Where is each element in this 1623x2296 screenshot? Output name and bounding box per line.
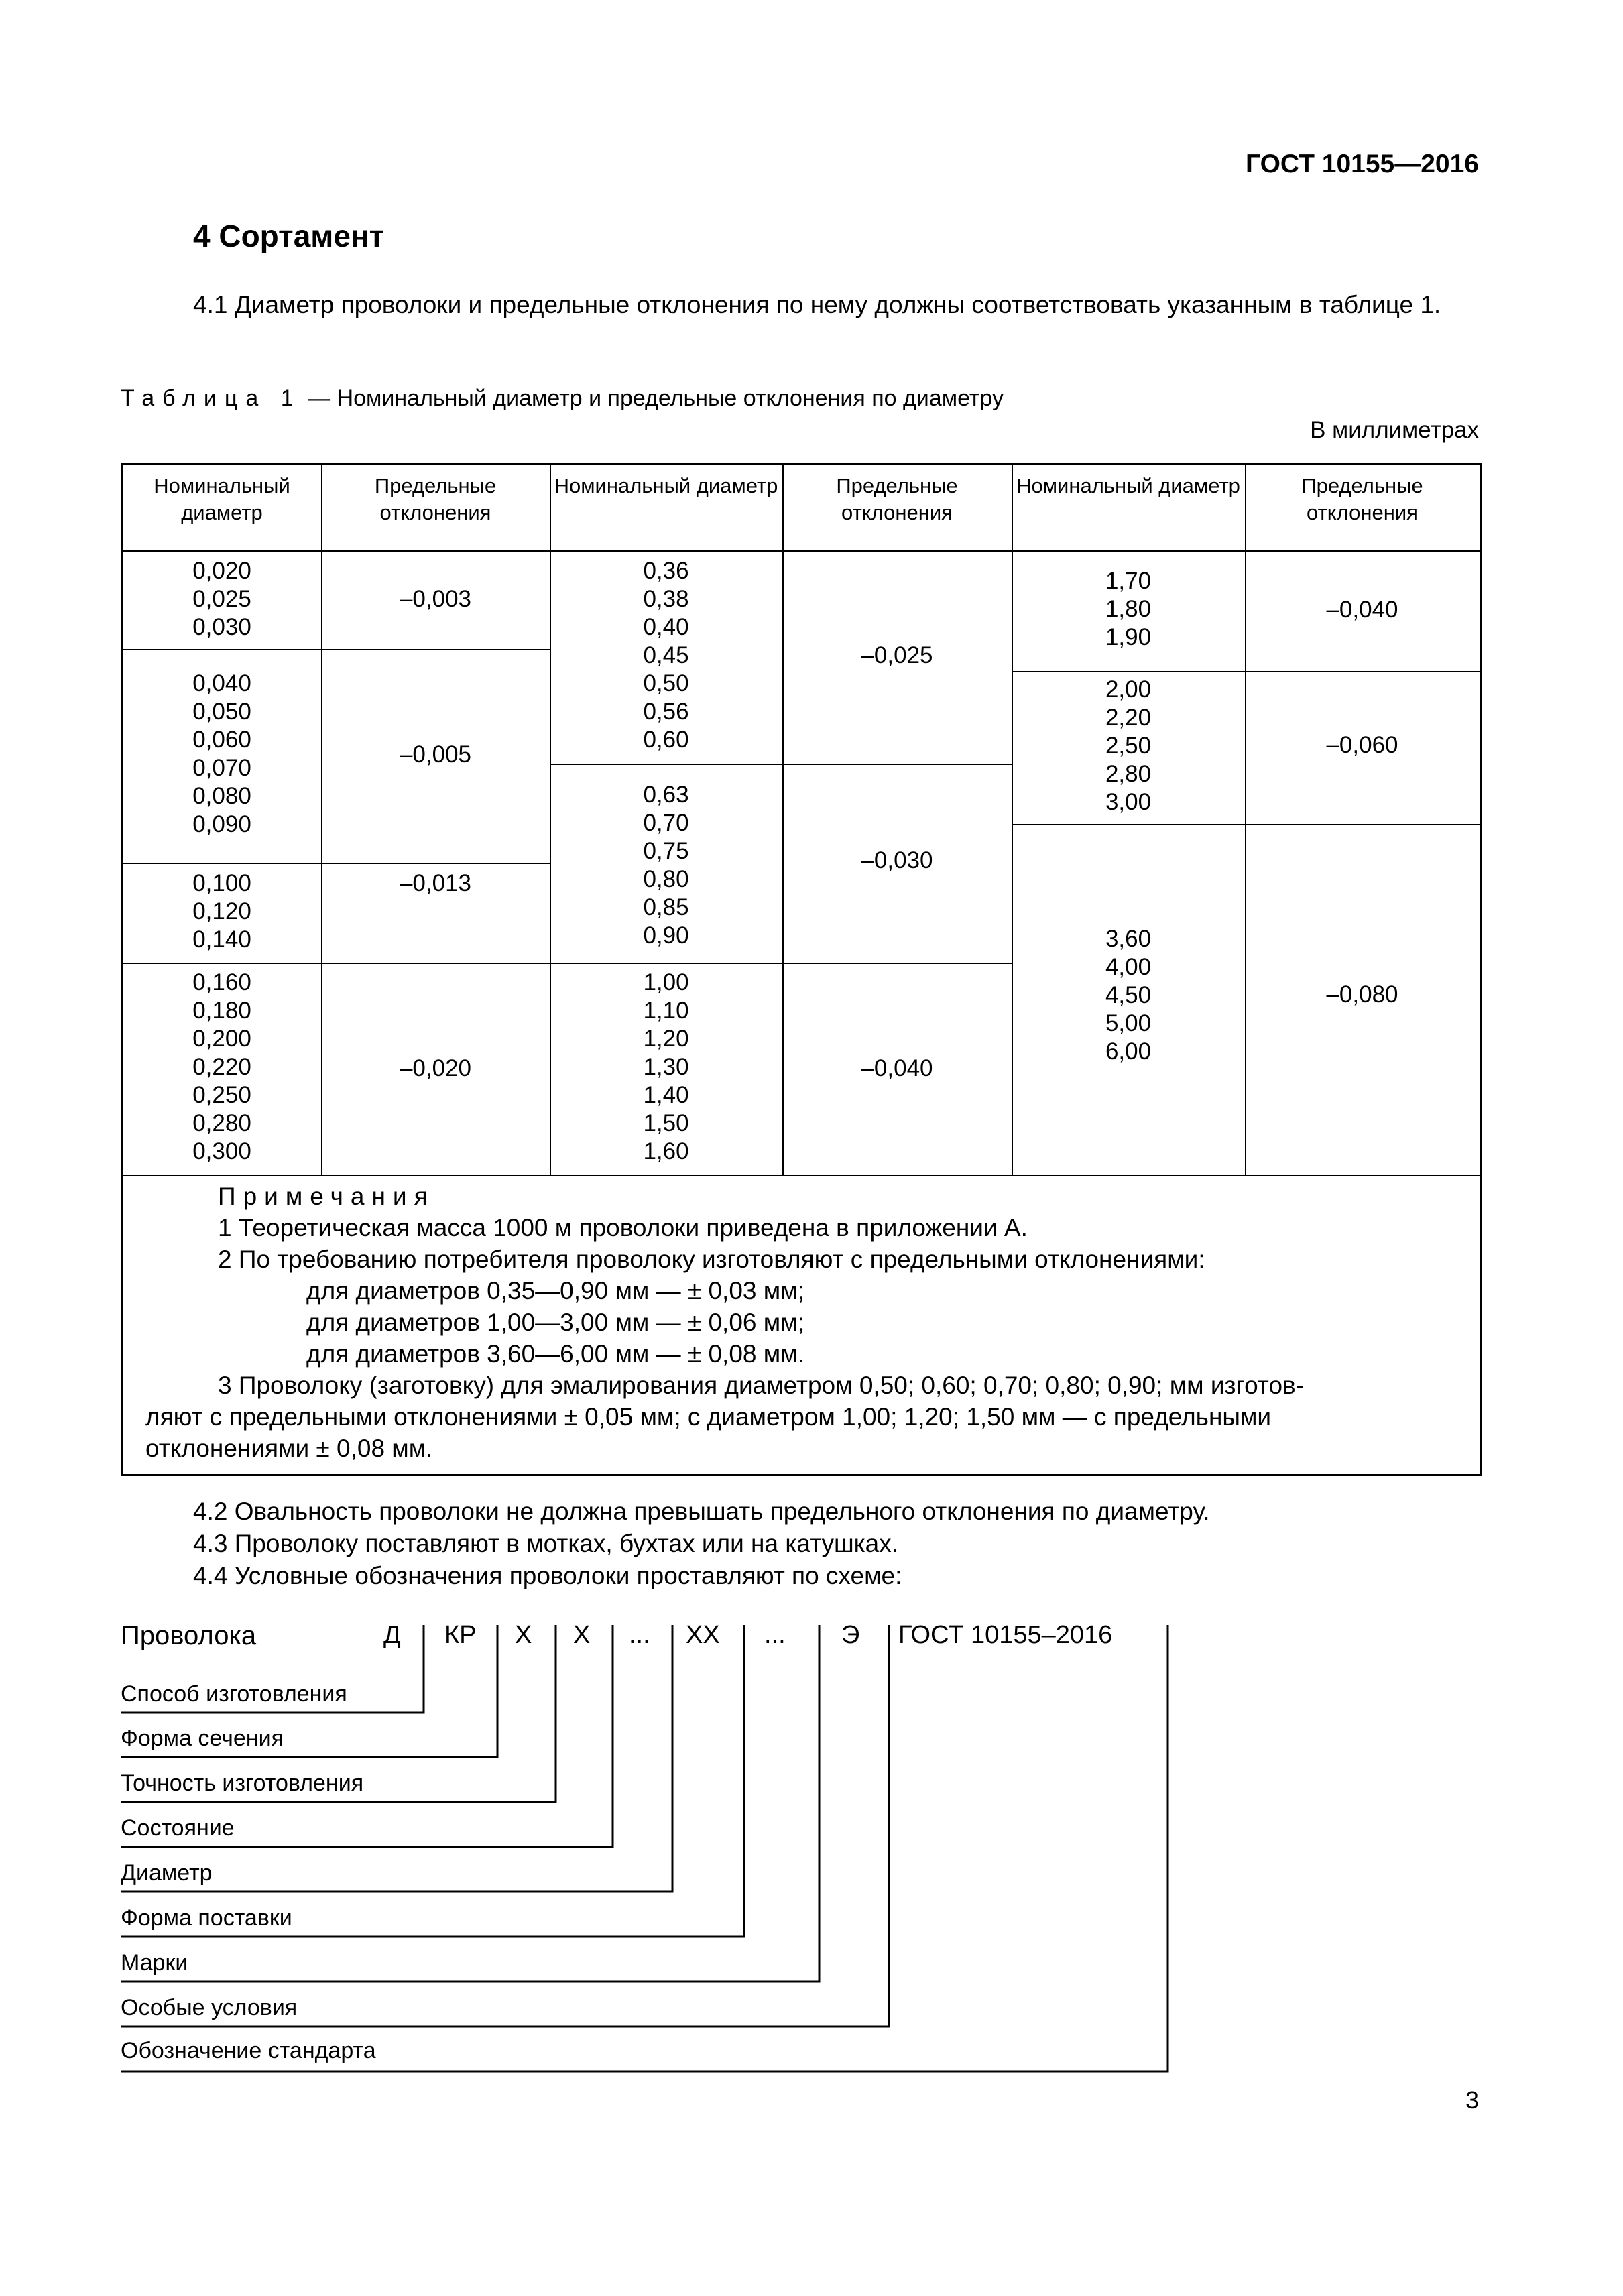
scheme-code: ... bbox=[764, 1621, 786, 1649]
row-rule bbox=[123, 963, 550, 964]
deviation-cell: –0,005 bbox=[399, 741, 472, 768]
scheme-label: Состояние bbox=[121, 1815, 235, 1841]
diameter-cell: 0,36 0,38 0,40 0,45 0,50 0,56 0,60 bbox=[643, 558, 689, 753]
scheme-label: Точность изготовления bbox=[121, 1770, 364, 1796]
scheme-code: Х bbox=[515, 1621, 532, 1649]
note-line: ляют с предельными отклонениями ± 0,05 мм; с диаметром 1,00; 1,20; 1,50 мм — с предельными bbox=[145, 1403, 1272, 1431]
paragraph-4-4: 4.4 Условные обозначения проволоки проставляют по схеме: bbox=[193, 1562, 902, 1589]
scheme-label: Форма сечения bbox=[121, 1726, 284, 1751]
deviation-cell: –0,040 bbox=[861, 1055, 933, 1081]
header-rule bbox=[123, 550, 1480, 552]
standard-header: ГОСТ 10155—2016 bbox=[1246, 149, 1479, 178]
deviation-cell: –0,020 bbox=[399, 1055, 472, 1081]
scheme-label: Диаметр bbox=[121, 1860, 213, 1886]
row-rule bbox=[550, 764, 1012, 765]
table-caption-label: Таблица 1 bbox=[121, 385, 302, 411]
diameter-cell: 0,100 0,120 0,140 bbox=[192, 870, 251, 953]
diameter-cell: 3,60 4,00 4,50 5,00 6,00 bbox=[1105, 926, 1152, 1065]
diameter-cell: 1,00 1,10 1,20 1,30 1,40 1,50 1,60 bbox=[643, 969, 689, 1164]
note-line: для диаметров 0,35—0,90 мм — ± 0,03 мм; bbox=[306, 1277, 804, 1305]
note-line: 2 По требованию потребителя проволоку изготовляют с предельными отклонениями: bbox=[218, 1246, 1205, 1273]
scheme-label: Форма поставки bbox=[121, 1905, 292, 1931]
section-title: 4 Сортамент bbox=[193, 219, 385, 253]
scheme-code: ХХ bbox=[686, 1621, 720, 1649]
page-number: 3 bbox=[1465, 2086, 1479, 2114]
row-rule bbox=[123, 649, 550, 650]
note-line: 1 Теоретическая масса 1000 м проволоки приведена в приложении А. bbox=[218, 1214, 1028, 1242]
row-rule bbox=[1012, 824, 1480, 825]
scheme-code: КР bbox=[444, 1621, 477, 1649]
header-deviation: Предельные отклонения bbox=[1301, 474, 1423, 524]
deviation-cell: –0,013 bbox=[399, 870, 472, 896]
diameter-cell: 0,160 0,180 0,200 0,220 0,250 0,280 0,300 bbox=[192, 969, 251, 1164]
table-1 bbox=[121, 463, 1482, 1476]
table-notes bbox=[145, 1181, 1459, 1464]
note-line: для диаметров 3,60—6,00 мм — ± 0,08 мм. bbox=[306, 1340, 804, 1368]
row-rule bbox=[550, 963, 1012, 964]
scheme-code: ... bbox=[629, 1621, 650, 1649]
note-line: 3 Проволоку (заготовку) для эмалирования диаметром 0,50; 0,60; 0,70; 0,80; 0,90; мм изготов- bbox=[218, 1372, 1305, 1399]
row-rule bbox=[123, 863, 550, 864]
paragraph-4-3: 4.3 Проволоку поставляют в мотках, бухтах или на катушках. bbox=[193, 1530, 898, 1557]
scheme-code: Д bbox=[383, 1621, 401, 1649]
deviation-cell: –0,080 bbox=[1326, 981, 1398, 1008]
scheme-label: Особые условия bbox=[121, 1995, 298, 2020]
table-caption bbox=[121, 385, 1004, 412]
diameter-cell: 0,020 0,025 0,030 bbox=[192, 558, 251, 640]
col-divider bbox=[1245, 465, 1246, 1175]
note-line: отклонениями ± 0,08 мм. bbox=[145, 1435, 433, 1462]
header-nominal-diameter: Номинальный диаметр bbox=[1016, 474, 1240, 497]
scheme-code: Э bbox=[841, 1621, 860, 1649]
deviation-cell: –0,060 bbox=[1326, 732, 1398, 758]
row-rule bbox=[1012, 671, 1480, 672]
scheme-label: Обозначение стандарта bbox=[121, 2038, 376, 2063]
diameter-cell: 0,63 0,70 0,75 0,80 0,85 0,90 bbox=[643, 782, 689, 949]
deviation-cell: –0,030 bbox=[861, 847, 933, 873]
header-nominal-diameter: Номинальный диаметр bbox=[554, 474, 778, 497]
header-nominal-diameter: Номинальный диаметр bbox=[154, 474, 290, 524]
scheme-code: Х bbox=[573, 1621, 591, 1649]
diameter-cell: 0,040 0,050 0,060 0,070 0,080 0,090 bbox=[192, 670, 251, 837]
scheme-label: Марки bbox=[121, 1950, 188, 1976]
note-line: для диаметров 1,00—3,00 мм — ± 0,06 мм; bbox=[306, 1309, 804, 1336]
notes-title: Примечания bbox=[218, 1183, 435, 1210]
paragraph-4-2: 4.2 Овальность проволоки не должна превышать предельного отклонения по диаметру. bbox=[193, 1498, 1210, 1525]
paragraph-4-1: 4.1 Диаметр проволоки и предельные отклонения по нему должны соответствовать указанным в таблице 1. bbox=[193, 291, 1441, 318]
deviation-cell: –0,003 bbox=[399, 586, 472, 612]
header-deviation: Предельные отклонения bbox=[374, 474, 497, 524]
diameter-cell: 2,00 2,20 2,50 2,80 3,00 bbox=[1105, 676, 1152, 815]
notes-rule bbox=[123, 1175, 1480, 1176]
header-deviation: Предельные отклонения bbox=[836, 474, 958, 524]
diameter-cell: 1,70 1,80 1,90 bbox=[1105, 568, 1152, 650]
scheme-code: ГОСТ 10155–2016 bbox=[898, 1621, 1113, 1649]
deviation-cell: –0,040 bbox=[1326, 597, 1398, 623]
scheme-label: Способ изготовления bbox=[121, 1681, 347, 1707]
table-caption-text: — Номинальный диаметр и предельные отклонения по диаметру bbox=[301, 385, 1004, 411]
scheme-head: Проволока bbox=[121, 1621, 257, 1650]
deviation-cell: –0,025 bbox=[861, 642, 933, 668]
table-units: В миллиметрах bbox=[1310, 417, 1479, 443]
